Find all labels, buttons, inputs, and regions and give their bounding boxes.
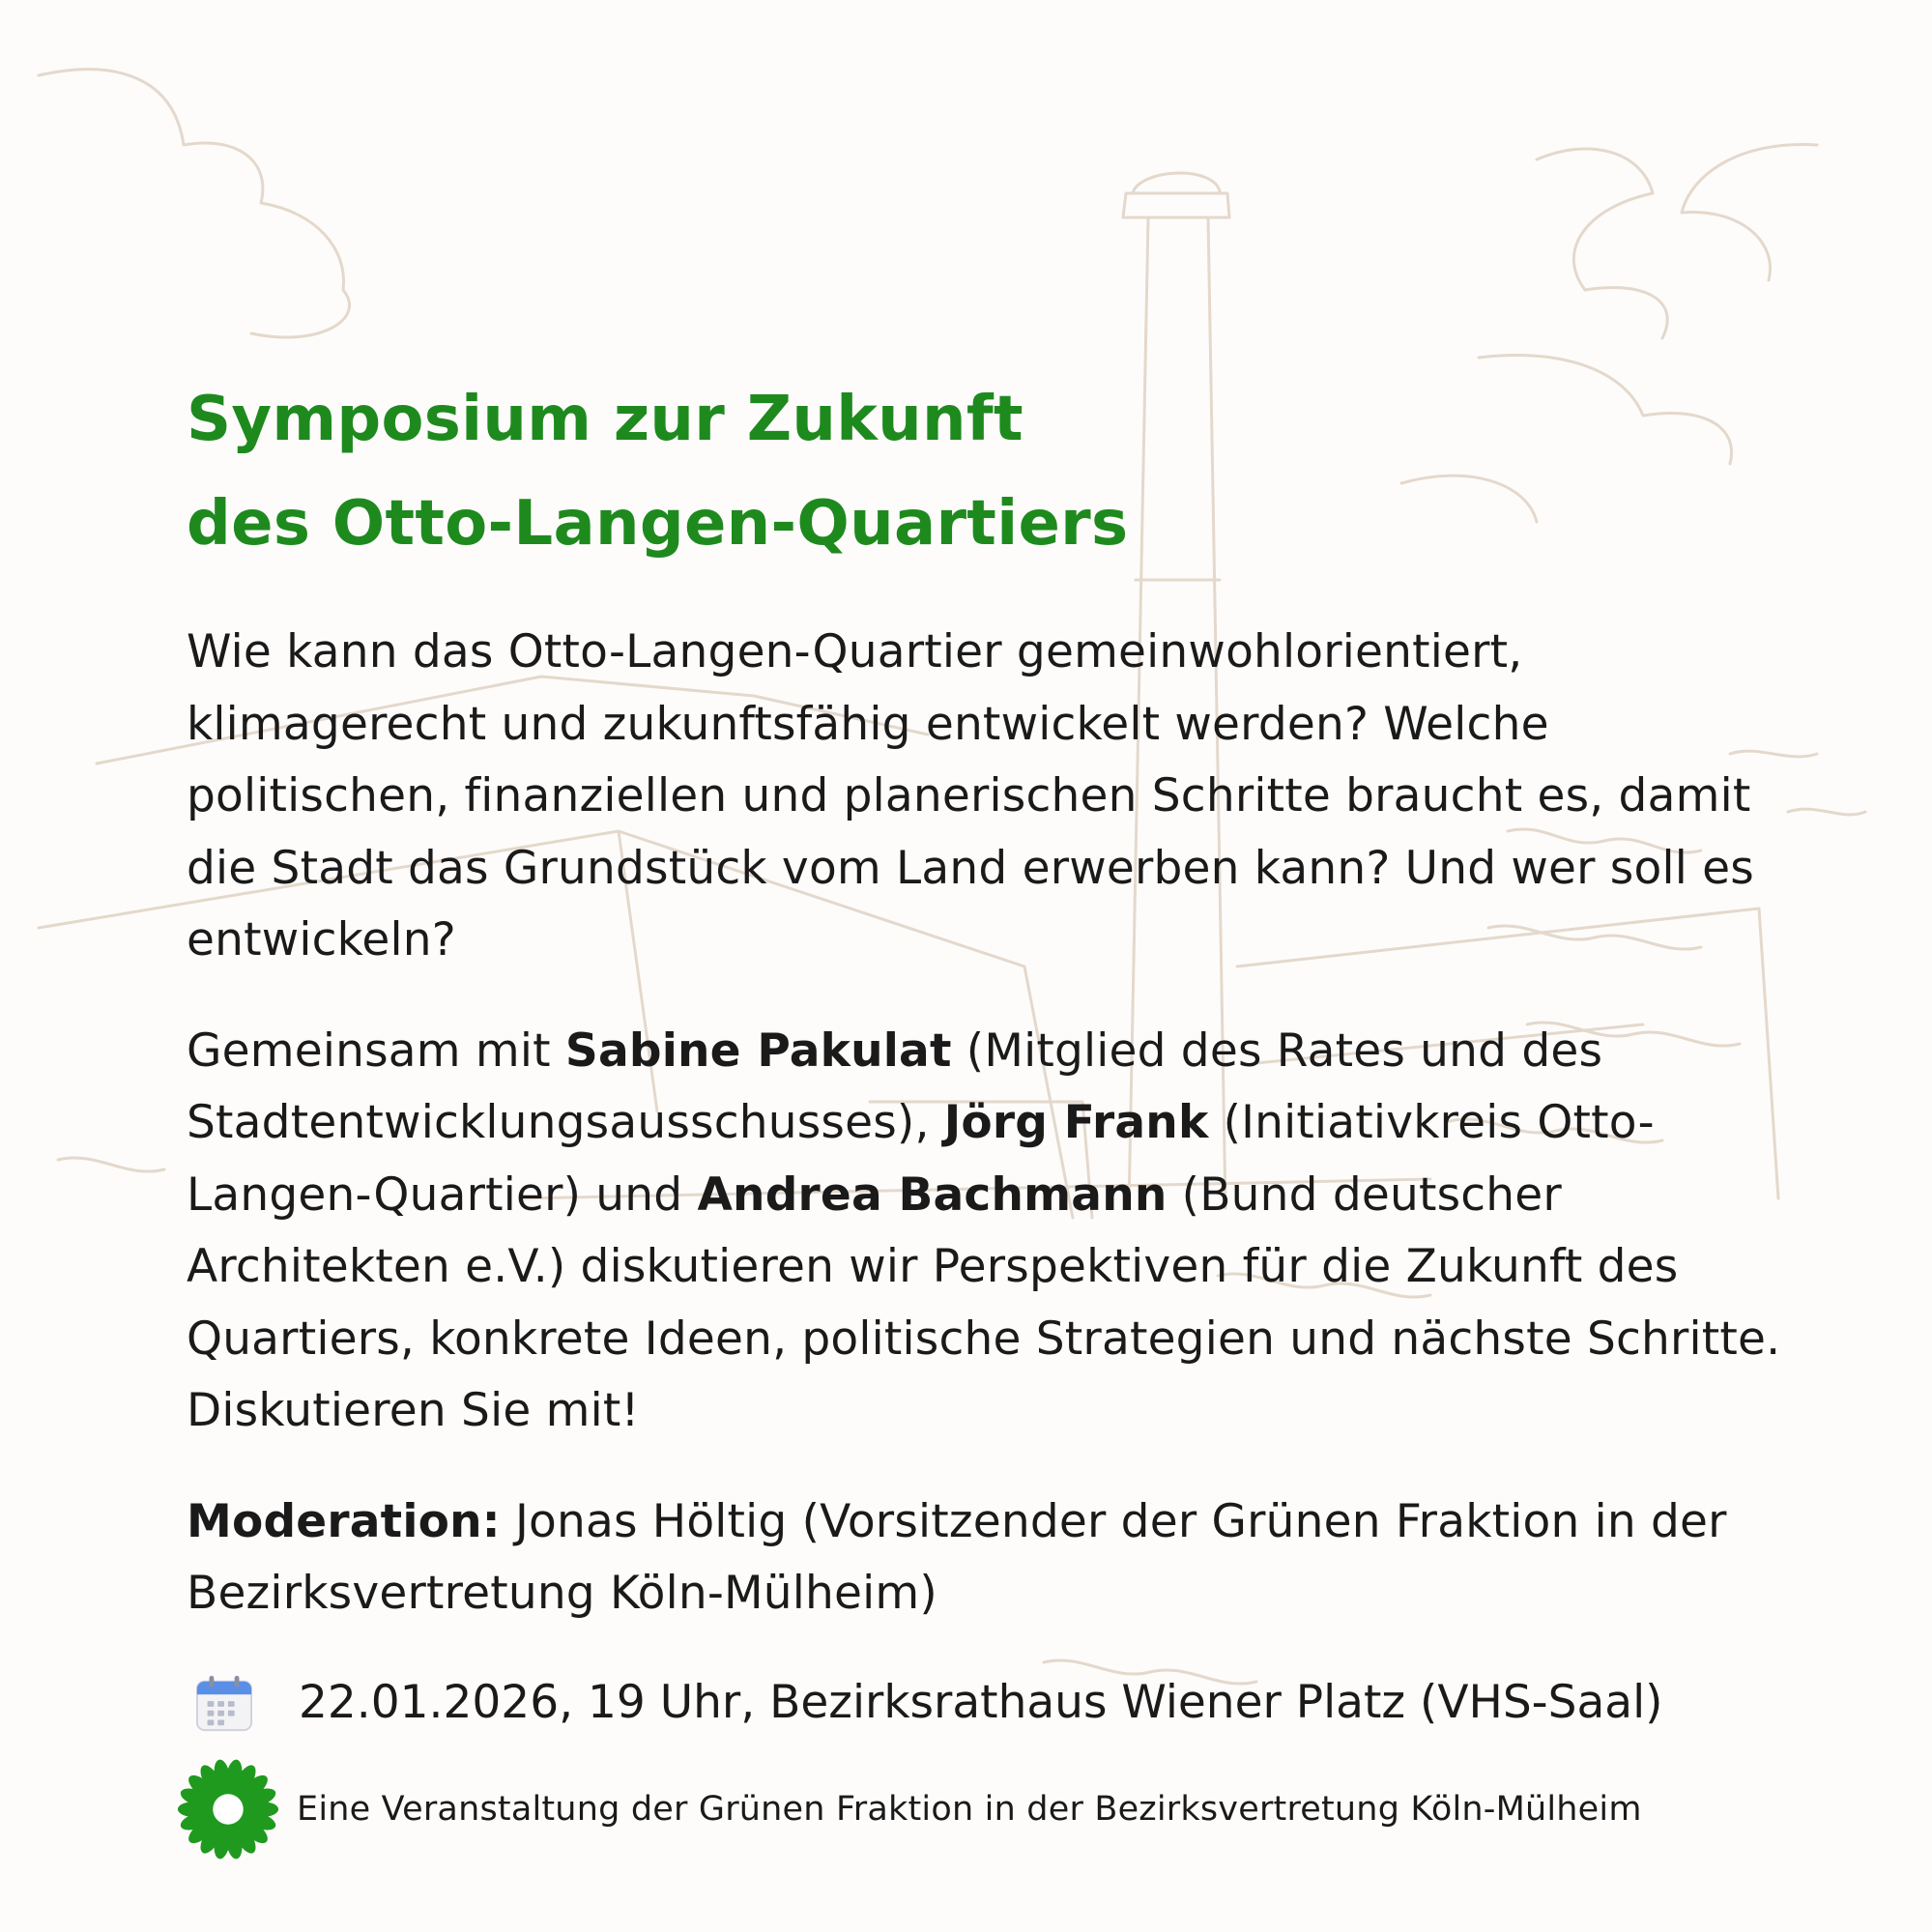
organizer-footer: [171, 1752, 1781, 1866]
speaker-name-2: Jörg Frank: [943, 1096, 1209, 1149]
cloud-sketch: [1682, 145, 1817, 280]
sunflower-icon: [171, 1752, 285, 1866]
title-line-2: des Otto-Langen-Quartiers: [187, 488, 1129, 560]
moderation-paragraph: [187, 1486, 1781, 1630]
cloud-sketch: [1537, 149, 1667, 338]
event-details-row: [187, 1667, 1781, 1739]
event-details: 22.01.2026, 19 Uhr, Bezirksrathaus Wiener Platz (VHS-Saal): [299, 1675, 1663, 1729]
intro-paragraph: Wie kann das Otto-Langen-Quartier gemeinwohlorientiert, klimagerecht und zukunftsfähig entwickelt werden? Welche politischen, finanziellen und planerischen Schritte braucht es, damit die Stadt das Grundstück vom Land erwerben kann? Und wer soll es entwickeln?: [187, 625, 1754, 966]
speakers-text-2: (Mitglied des Rates und des Stadtentwicklungsausschusses),: [187, 1024, 1603, 1149]
moderation-text: Jonas Höltig (Vorsitzender der Grünen Fraktion in der Bezirksvertretung Köln-Mülheim): [187, 1494, 1727, 1620]
organizer-text: Eine Veranstaltung der Grünen Fraktion in der Bezirksvertretung Köln-Mülheim: [297, 1789, 1642, 1829]
event-content: [187, 367, 1781, 1866]
calendar-icon: [194, 1673, 254, 1733]
event-title: [187, 367, 1781, 576]
speaker-name-3: Andrea Bachmann: [697, 1168, 1168, 1222]
speaker-name-1: Sabine Pakulat: [564, 1024, 952, 1078]
cloud-sketch: [39, 70, 350, 337]
chimney-sketch: [1123, 193, 1229, 217]
speakers-text-3: (Initiativkreis Otto-Langen-Quartier) und: [187, 1096, 1655, 1222]
speakers-text-4: (Bund deutscher Architekten e.V.) diskutieren wir Perspektiven für die Zukunft des Quartiers, konkrete Ideen, politische Strategien und nächste Schritte. Diskutieren Sie mit!: [187, 1168, 1781, 1437]
speakers-text-1: Gemeinsam mit: [187, 1024, 565, 1078]
moderation-label: Moderation:: [187, 1494, 501, 1548]
title-line-1: Symposium zur Zukunft: [187, 384, 1024, 455]
speakers-paragraph: [187, 1016, 1781, 1448]
